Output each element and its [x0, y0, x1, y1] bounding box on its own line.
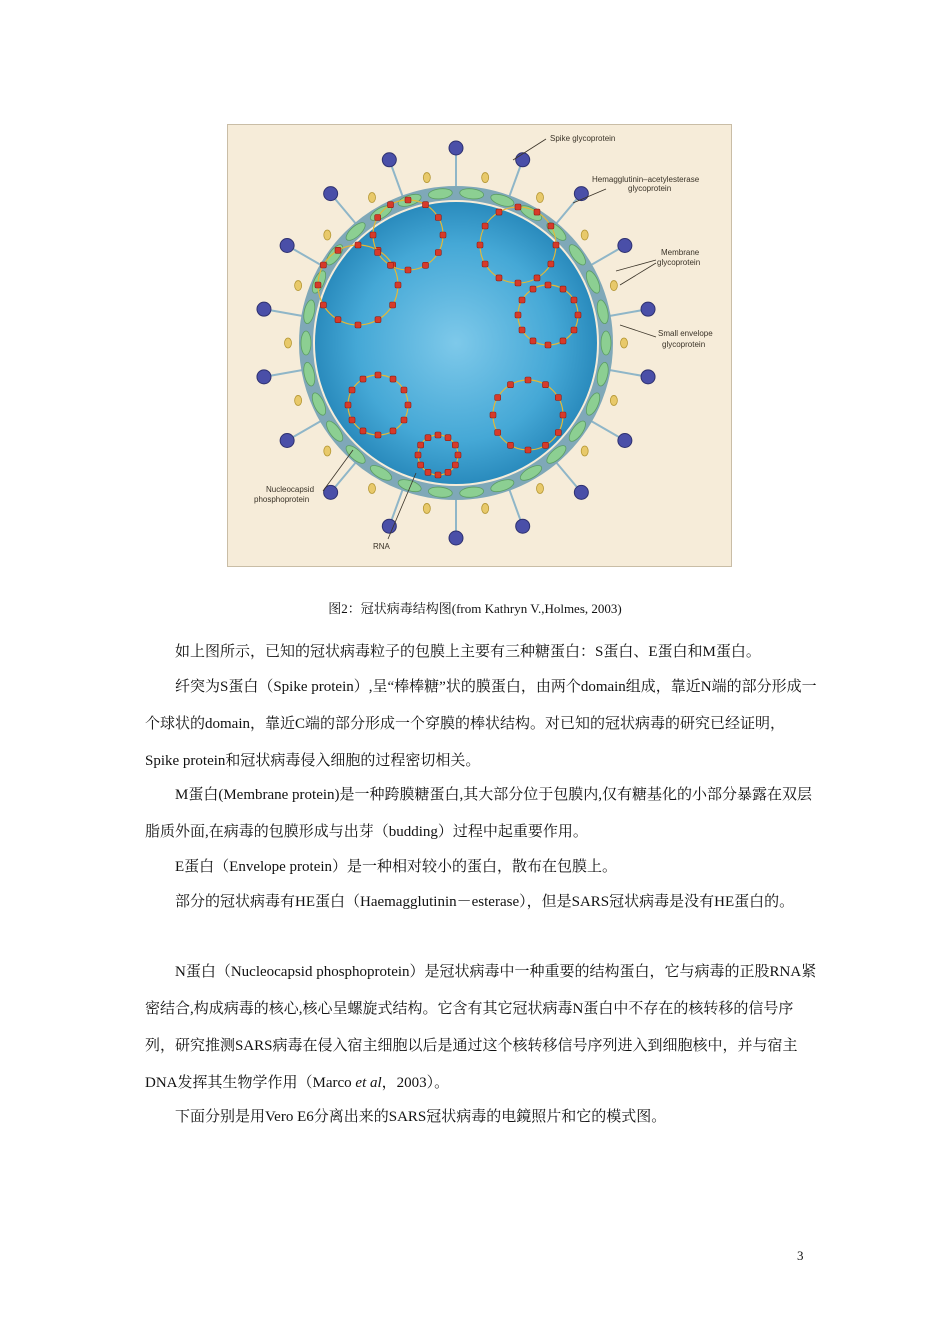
nucleocapsid-protein-icon [496, 209, 502, 215]
page-number: 3 [797, 1248, 804, 1263]
nucleocapsid-protein-icon [405, 267, 411, 273]
nucleocapsid-protein-icon [508, 442, 514, 448]
nucleocapsid-protein-icon [405, 402, 411, 408]
nucleocapsid-protein-icon [560, 412, 566, 418]
nucleocapsid-protein-icon [360, 428, 366, 434]
nucleocapsid-protein-icon [452, 442, 458, 448]
spike-head-icon [618, 239, 632, 253]
nucleocapsid-protein-icon [345, 402, 351, 408]
nucleocapsid-protein-icon [349, 417, 355, 423]
nucleocapsid-protein-icon [445, 469, 451, 475]
nucleocapsid-protein-icon [435, 250, 441, 256]
label-nucleo-1: Nucleocapsid [266, 485, 315, 494]
spike-head-icon [516, 153, 530, 167]
nucleocapsid-protein-icon [519, 297, 525, 303]
nucleocapsid-protein-icon [375, 215, 381, 221]
nucleocapsid-protein-icon [560, 338, 566, 344]
spike-head-icon [382, 153, 396, 167]
paragraph-6-italic: et al [355, 1075, 382, 1091]
nucleocapsid-protein-icon [415, 452, 421, 458]
nucleocapsid-protein-icon [548, 261, 554, 267]
he-protein-icon [369, 193, 376, 203]
nucleocapsid-protein-icon [495, 430, 501, 436]
paragraph-6-tail: ，2003）。 [381, 1075, 450, 1091]
nucleocapsid-protein-icon [405, 197, 411, 203]
label-nucleo-2: phosphoprotein [254, 495, 310, 504]
label-spike: Spike glycoprotein [550, 134, 616, 143]
virus-diagram [228, 125, 731, 566]
he-protein-icon [423, 503, 430, 513]
nucleocapsid-protein-icon [555, 395, 561, 401]
nucleocapsid-protein-icon [388, 262, 394, 268]
he-protein-icon [295, 281, 302, 291]
nucleocapsid-protein-icon [519, 327, 525, 333]
nucleocapsid-protein-icon [418, 442, 424, 448]
nucleocapsid-protein-icon [360, 376, 366, 382]
nucleocapsid-protein-icon [515, 312, 521, 318]
nucleocapsid-protein-icon [395, 282, 401, 288]
nucleocapsid-protein-icon [418, 462, 424, 468]
nucleocapsid-protein-icon [525, 447, 531, 453]
nucleocapsid-protein-icon [349, 387, 355, 393]
nucleocapsid-protein-icon [401, 417, 407, 423]
label-he-1: Hemagglutinin–acetylesterase [592, 175, 700, 184]
nucleocapsid-protein-icon [335, 317, 341, 323]
he-protein-icon [581, 230, 588, 240]
spike-head-icon [280, 239, 294, 253]
nucleocapsid-protein-icon [375, 432, 381, 438]
label-rna: RNA [373, 542, 390, 551]
nucleocapsid-protein-icon [423, 202, 429, 208]
spike-head-icon [574, 485, 588, 499]
spike-head-icon [382, 519, 396, 533]
nucleocapsid-protein-icon [560, 286, 566, 292]
nucleocapsid-protein-icon [315, 282, 321, 288]
label-he-2: glycoprotein [628, 184, 672, 193]
he-protein-icon [621, 338, 628, 348]
nucleocapsid-protein-icon [508, 382, 514, 388]
he-protein-icon [423, 173, 430, 183]
nucleocapsid-protein-icon [545, 282, 551, 288]
nucleocapsid-protein-icon [440, 232, 446, 238]
nucleocapsid-protein-icon [495, 395, 501, 401]
paragraph-3: M蛋白(Membrane protein)是一种跨膜糖蛋白,其大部分位于包膜内,仅有糖基化的小部分暴露在双层脂质外面,在病毒的包膜形成与出芽（budding）过程中起重要作用。 [145, 787, 813, 840]
nucleocapsid-protein-icon [555, 430, 561, 436]
membrane-protein-icon [301, 331, 311, 355]
nucleocapsid-protein-icon [534, 275, 540, 281]
nucleocapsid-protein-icon [525, 377, 531, 383]
paragraph-2: 纤突为S蛋白（Spike protein）,呈“棒棒糖”状的膜蛋白，由两个domain组成，靠近N端的部分形成一个球状的domain，靠近C端的部分形成一个穿膜的棒状结构。对已知的冠状病毒的研究已经证明，Spike protein和冠状病毒侵入细胞的过程密切相关。 [145, 679, 817, 769]
nucleocapsid-protein-icon [435, 432, 441, 438]
nucleocapsid-protein-icon [401, 387, 407, 393]
he-protein-icon [482, 173, 489, 183]
nucleocapsid-protein-icon [390, 428, 396, 434]
he-protein-icon [537, 193, 544, 203]
nucleocapsid-protein-icon [320, 262, 326, 268]
nucleocapsid-protein-icon [543, 382, 549, 388]
he-protein-icon [295, 395, 302, 405]
spike-head-icon [641, 302, 655, 316]
nucleocapsid-protein-icon [455, 452, 461, 458]
he-protein-icon [610, 395, 617, 405]
paragraph-7: 下面分别是用Vero E6分离出来的SARS冠状病毒的电鏡照片和它的模式图。 [175, 1109, 667, 1125]
nucleocapsid-protein-icon [423, 262, 429, 268]
nucleocapsid-protein-icon [534, 209, 540, 215]
nucleocapsid-protein-icon [375, 317, 381, 323]
nucleocapsid-protein-icon [452, 462, 458, 468]
paragraph-1: 如上图所示，已知的冠状病毒粒子的包膜上主要有三种糖蛋白：S蛋白、E蛋白和M蛋白。 [175, 644, 761, 660]
nucleocapsid-protein-icon [553, 242, 559, 248]
he-protein-icon [324, 446, 331, 456]
nucleocapsid-protein-icon [548, 223, 554, 229]
paragraph-5: 部分的冠状病毒有HE蛋白（Haemagglutinin－esterase），但是SARS冠状病毒是没有HE蛋白的。 [175, 894, 795, 910]
nucleocapsid-protein-icon [545, 342, 551, 348]
he-protein-icon [285, 338, 292, 348]
nucleocapsid-protein-icon [435, 472, 441, 478]
he-protein-icon [482, 503, 489, 513]
nucleocapsid-protein-icon [425, 469, 431, 475]
nucleocapsid-protein-icon [435, 215, 441, 221]
label-envelope-2: glycoprotein [662, 340, 706, 349]
nucleocapsid-protein-icon [482, 261, 488, 267]
nucleocapsid-protein-icon [390, 376, 396, 382]
nucleocapsid-protein-icon [490, 412, 496, 418]
nucleocapsid-protein-icon [388, 202, 394, 208]
nucleocapsid-protein-icon [370, 232, 376, 238]
nucleocapsid-protein-icon [543, 442, 549, 448]
spike-head-icon [449, 531, 463, 545]
figure-caption: 图2：冠状病毒结构图(from Kathryn V.,Holmes, 2003) [328, 601, 622, 616]
nucleocapsid-protein-icon [390, 302, 396, 308]
nucleocapsid-protein-icon [375, 250, 381, 256]
he-protein-icon [369, 483, 376, 493]
label-membrane-2: glycoprotein [657, 258, 701, 267]
nucleocapsid-protein-icon [571, 327, 577, 333]
nucleocapsid-protein-icon [575, 312, 581, 318]
nucleocapsid-protein-icon [425, 435, 431, 441]
he-protein-icon [581, 446, 588, 456]
nucleocapsid-protein-icon [530, 286, 536, 292]
label-envelope-1: Small envelope [658, 329, 713, 338]
he-protein-icon [610, 281, 617, 291]
nucleocapsid-protein-icon [375, 372, 381, 378]
he-protein-icon [537, 483, 544, 493]
nucleocapsid-protein-icon [530, 338, 536, 344]
nucleocapsid-protein-icon [320, 302, 326, 308]
membrane-protein-icon [601, 331, 611, 355]
nucleocapsid-protein-icon [355, 242, 361, 248]
nucleocapsid-protein-icon [445, 435, 451, 441]
nucleocapsid-protein-icon [496, 275, 502, 281]
nucleocapsid-protein-icon [515, 204, 521, 210]
nucleocapsid-protein-icon [515, 280, 521, 286]
nucleocapsid-protein-icon [335, 247, 341, 253]
coronavirus-structure-figure [227, 124, 732, 567]
nucleocapsid-protein-icon [482, 223, 488, 229]
spike-head-icon [280, 434, 294, 448]
he-protein-icon [324, 230, 331, 240]
spike-head-icon [257, 370, 271, 384]
spike-head-icon [618, 434, 632, 448]
spike-head-icon [324, 187, 338, 201]
paragraph-6 [145, 954, 817, 1102]
label-membrane-1: Membrane [661, 248, 700, 257]
nucleocapsid-protein-icon [477, 242, 483, 248]
nucleocapsid-protein-icon [355, 322, 361, 328]
spike-head-icon [449, 141, 463, 155]
paragraph-6-text: N蛋白（Nucleocapsid phosphoprotein）是冠状病毒中一种重要的结构蛋白，它与病毒的正股RNA紧密结合,构成病毒的核心,核心呈螺旋式结构。它含有其它冠状病毒N蛋白中不存在的核转移的信号序列，研究推测SARS病毒在侵入宿主细胞以后是通过这个核转移信号序列进入到细胞核中，并与宿主DNA发挥其生物学作用（Marco [145, 964, 817, 1091]
spike-head-icon [516, 519, 530, 533]
spike-head-icon [641, 370, 655, 384]
spike-head-icon [574, 187, 588, 201]
spike-head-icon [257, 302, 271, 316]
paragraph-4: E蛋白（Envelope protein）是一种相对较小的蛋白，散布在包膜上。 [175, 859, 618, 875]
nucleocapsid-protein-icon [571, 297, 577, 303]
